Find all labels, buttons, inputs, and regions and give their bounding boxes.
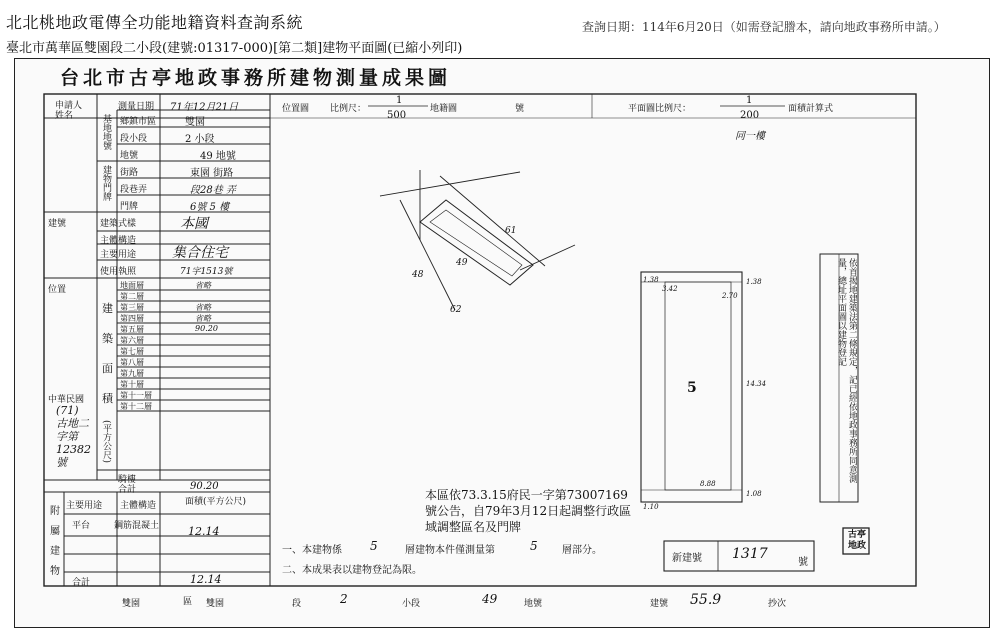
floor-value: 90.20 [195, 324, 218, 333]
side-measure: 積 [102, 392, 113, 405]
address-value-0: 雙園 [185, 117, 205, 128]
total-value: 90.20 [190, 481, 219, 492]
document-title: 台北市古亭地政事務所建物測量成果圖 [60, 67, 452, 89]
annex-row-area: 12.14 [188, 525, 220, 538]
dim-6: 1.38 [643, 276, 659, 284]
address-value-2: 49 地號 [200, 151, 236, 162]
name-label: 姓名 [55, 111, 74, 121]
address-value-1: 2 小段 [185, 134, 215, 145]
address-label-1: 段小段 [120, 134, 148, 144]
dim-0: 1.38 [746, 278, 762, 286]
area-calc-label: 面積計算式 [788, 104, 834, 114]
address-label-0: 鄉鎮市區 [120, 117, 157, 127]
sheet-no-label: 號 [515, 104, 525, 114]
footer-subsection-label: 小段 [402, 599, 421, 609]
system-title: 北北桃地政電傳全功能地籍資料查詢系統 [6, 13, 304, 32]
footer-lot-label: 地號 [524, 599, 543, 609]
address-label-2: 地號 [120, 151, 139, 161]
dim-7: 1.10 [643, 503, 659, 511]
location-line: 臺北市萬華區雙園段二小段(建號:01317-000)[第二類]建物平面圖(已縮小列印) [6, 41, 463, 56]
floor-label: 地面層 [120, 281, 144, 290]
note-stamp: 依首揭地建築法第二條規定，記已經依地政事務所同意測量，總址平面圖以建物登記 [836, 258, 857, 483]
floor-value: 省略 [195, 314, 211, 323]
door-label-2: 門牌 [120, 202, 139, 212]
query-date: 查詢日期：114年6月20日（如需登記謄本，請向地政事務所申請。） [582, 20, 946, 34]
door-value-1: 段28巷 弄 [190, 185, 236, 196]
footer-district: 雙園 [206, 599, 225, 609]
lot-label-0: 61 [505, 226, 517, 236]
floor-label: 第六層 [120, 336, 144, 345]
footnote-1-mid: 層建物本件僅測量第 [405, 545, 495, 556]
door-value-0: 東園 街路 [190, 168, 234, 179]
annex-side-1: 屬 [50, 526, 60, 537]
footnote-1-floors: 5 [370, 539, 378, 553]
address-side-label: 基地地號 [101, 114, 111, 150]
bldg-value-3: 71字1513號 [180, 267, 233, 277]
footer-copy-label: 抄次 [768, 599, 787, 609]
bldg-value-0: 本國 [180, 216, 208, 232]
door-value-2: 6號 5 樓 [190, 202, 230, 213]
official-seal: 古亭 地政 [847, 530, 866, 551]
side-building: 建 [102, 302, 113, 315]
left-label-building-no: 建號 [48, 219, 67, 229]
side-building-2: 築 [102, 332, 113, 345]
sheet-label: 地籍圖 [430, 104, 458, 114]
left-label-roc: 中華民國 [48, 395, 85, 405]
floor-plan-scale-den: 200 [740, 110, 760, 121]
footnote-1-suffix: 層部分。 [562, 545, 602, 556]
total-label: 合計 [118, 485, 137, 495]
floor-label: 第二層 [120, 292, 144, 301]
survey-date-label: 測量日期 [118, 102, 155, 112]
location-scale-den: 500 [387, 110, 407, 121]
new-building-suffix: 號 [798, 557, 808, 568]
footnote-1-floor: 5 [530, 539, 538, 553]
floor-label: 第五層 [120, 325, 144, 334]
door-label-0: 街路 [120, 168, 139, 178]
annex-side-0: 附 [50, 506, 60, 517]
bldg-label-2: 主要用途 [100, 250, 137, 260]
annex-row-use: 平台 [72, 521, 91, 531]
annex-header-use: 主要用途 [66, 501, 103, 511]
floor-label: 第八層 [120, 358, 144, 367]
door-side-label: 建物門牌 [101, 165, 111, 201]
floor-label: 第三層 [120, 303, 144, 312]
left-handwritten-ref: (71) 古地二字第 12382 號 [56, 404, 91, 469]
door-label-1: 段巷弄 [120, 185, 148, 195]
bldg-value-2: 集合住宅 [172, 245, 228, 261]
footer-building-no-value: 55.9 [690, 592, 722, 608]
annex-header-area: 面積(平方公尺) [185, 497, 247, 507]
remark: 本區依73.3.15府民一字第73007169號公告，自79年3月12日起調整行政區域調整區名及門牌 [425, 488, 632, 534]
footer-building-no-label: 建號 [650, 599, 669, 609]
dim-1: 14.34 [746, 380, 767, 388]
balcony-label: 騎樓 [118, 475, 137, 485]
lot-label-1: 49 [456, 258, 468, 268]
bldg-label-0: 建築式樣 [100, 219, 137, 229]
new-building-value: 1317 [732, 546, 768, 562]
annex-side-2: 建 [50, 546, 60, 557]
annex-header-struct: 主體構造 [120, 501, 157, 511]
dim-5: 8.88 [700, 480, 716, 488]
footer-district-label: 區 [183, 597, 193, 607]
annex-total-value: 12.14 [190, 573, 222, 586]
footnote-2: 二、本成果表以建物登記為限。 [282, 565, 422, 576]
floor-value: 省略 [195, 281, 211, 290]
footer-prefix: 雙園 [122, 599, 141, 609]
new-building-label: 新建號 [672, 553, 702, 564]
floor-value: 省略 [195, 303, 211, 312]
floor-label: 第十二層 [120, 402, 152, 411]
floor-plan-scale-num: 1 [746, 95, 753, 106]
footer-lot-value: 49 [482, 592, 498, 606]
annex-total-label: 合計 [72, 578, 91, 588]
location-scale-num: 1 [396, 95, 403, 106]
dim-2: 1.08 [746, 490, 762, 498]
location-scale-label: 比例尺： [330, 104, 367, 114]
side-unit: (平方公尺) [101, 420, 111, 464]
area-calc-note: 同一樓 [735, 131, 765, 142]
floor-label: 第十一層 [120, 391, 152, 400]
footer-section-label: 段 [292, 599, 302, 609]
left-label-location: 位置 [48, 285, 67, 295]
floor-label: 第七層 [120, 347, 144, 356]
footer-section-value: 2 [340, 592, 348, 606]
floor-plan-label: 平面圖比例尺： [628, 104, 692, 114]
annex-side-3: 物 [50, 566, 60, 577]
unit-number: 5 [687, 380, 697, 396]
floor-label: 第九層 [120, 369, 144, 378]
survey-date-value: 71年12月21日 [170, 102, 239, 113]
dim-3: 3.42 [662, 285, 678, 293]
side-area: 面 [102, 362, 113, 375]
floor-label: 第十層 [120, 380, 144, 389]
lot-label-3: 62 [450, 305, 462, 315]
location-map-label: 位置圖 [282, 104, 310, 114]
footnote-1-prefix: 一、本建物係 [282, 545, 342, 556]
bldg-label-1: 主體構造 [100, 236, 137, 246]
annex-row-struct: 鋼筋混凝土 [114, 521, 160, 531]
floor-label: 第四層 [120, 314, 144, 323]
lot-label-2: 48 [412, 270, 424, 280]
dim-4: 2.70 [722, 292, 738, 300]
bldg-label-3: 使用執照 [100, 267, 137, 277]
applicant-label: 申請人 [55, 101, 83, 111]
